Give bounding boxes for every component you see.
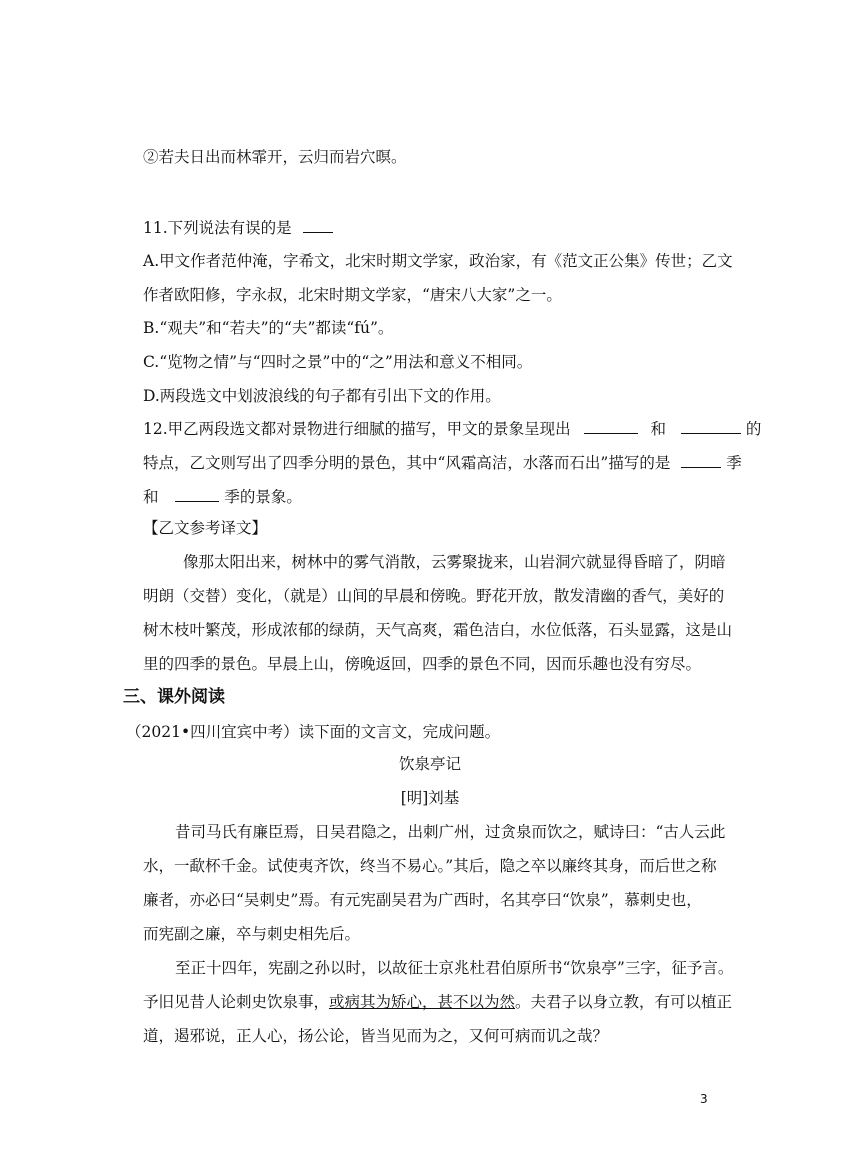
connector-text: 季的景象。 [224, 488, 302, 506]
essay-line: 而宪副之廉，卒与刺史相先后。 [143, 925, 361, 943]
connector-text: 和 [650, 420, 667, 438]
answer-blank [584, 418, 638, 434]
connector-text: 的 [745, 420, 762, 438]
option-d: D.两段选文中划波浪线的句子都有引出下文的作用。 [143, 387, 501, 405]
essay-author: [明]刘基 [400, 789, 460, 807]
essay-title: 饮泉亭记 [398, 755, 461, 773]
question-11 [143, 217, 333, 238]
essay-text: 。夫君子以身立教，有可以植正 [515, 993, 733, 1011]
essay-line: 道，遏邪说，正人心，扬公论，皆当见而为之，又何可病而讥之哉？ [143, 1027, 609, 1045]
essay-line: 廉者，亦必曰“吴刺史”焉。有元宪副吴君为广西时，名其亭曰“饮泉”，慕刺史也， [143, 891, 702, 909]
answer-blank [175, 486, 219, 502]
question-text: 特点，乙文则写出了四季分明的景色，其中“风霜高洁，水落而石出”描写的是 [143, 454, 671, 472]
question-text: 11.下列说法有误的是 [143, 219, 292, 237]
translation-line: 里的四季的景色。早晨上山，傍晚返回，四季的景色不同，因而乐趣也没有穷尽。 [143, 655, 702, 673]
page-number: 3 [700, 1092, 708, 1106]
translation-line: 明朗（交替）变化，（就是）山间的早晨和傍晚。野花开放，散发清幽的香气，美好的 [143, 587, 725, 605]
translation-line: 像那太阳出来，树林中的雾气消散，云雾聚拢来，山岩洞穴就显得昏暗了，阴暗 [183, 553, 726, 571]
underlined-sentence: 或病其为矫心，甚不以为然 [329, 993, 516, 1011]
connector-text: 季 [726, 454, 742, 472]
text-line: ②若夫日出而林霏开，云归而岩穴暝。 [143, 148, 407, 166]
essay-line: 昔司马氏有廉臣焉，日吴君隐之，出刺广州，过贪泉而饮之，赋诗曰：“古人云此 [175, 823, 726, 841]
question-12-line2 [143, 452, 742, 473]
reference-translation-title: 【乙文参考译文】 [143, 519, 268, 537]
section-heading: 三、课外阅读 [123, 687, 225, 707]
translation-line: 树木枝叶繁茂，形成浓郁的绿荫，天气高爽，霜色洁白，水位低落，石头显露，这是山 [143, 621, 733, 639]
option-a-line2: 作者欧阳修，字永叔，北宋时期文学家，“唐宋八大家”之一。 [143, 286, 562, 304]
question-text: 12.甲乙两段选文都对景物进行细腻的描写，甲文的景象呈现出 [143, 420, 571, 438]
essay-line: 水，一歃杯千金。试使夷齐饮，终当不易心。”其后，隐之卒以廉终其身，而后世之称 [143, 857, 717, 875]
essay-text: 予旧见昔人论刺史饮泉事， [143, 993, 330, 1011]
question-12-line3 [143, 486, 302, 507]
question-12-line1 [143, 418, 761, 439]
connector-text: 和 [143, 488, 159, 506]
option-c: C.“览物之情”与“四时之景”中的“之”用法和意义不相同。 [143, 353, 533, 371]
answer-blank [303, 217, 333, 233]
essay-line-underlined [143, 992, 732, 1012]
essay-line: 至正十四年，宪副之孙以时，以故征士京兆杜君伯原所书“饮泉亭”三字，征予言。 [175, 959, 734, 977]
intro-text: （2021•四川宜宾中考）读下面的文言文，完成问题。 [126, 723, 501, 741]
answer-blank [681, 452, 721, 468]
option-a-line1: A.甲文作者范仲淹，字希文，北宋时期文学家，政治家，有《范文正公集》传世；乙文 [143, 252, 733, 270]
answer-blank [681, 418, 741, 434]
option-b: B.“观夫”和“若夫”的“夫”都读“fú”。 [143, 319, 394, 337]
